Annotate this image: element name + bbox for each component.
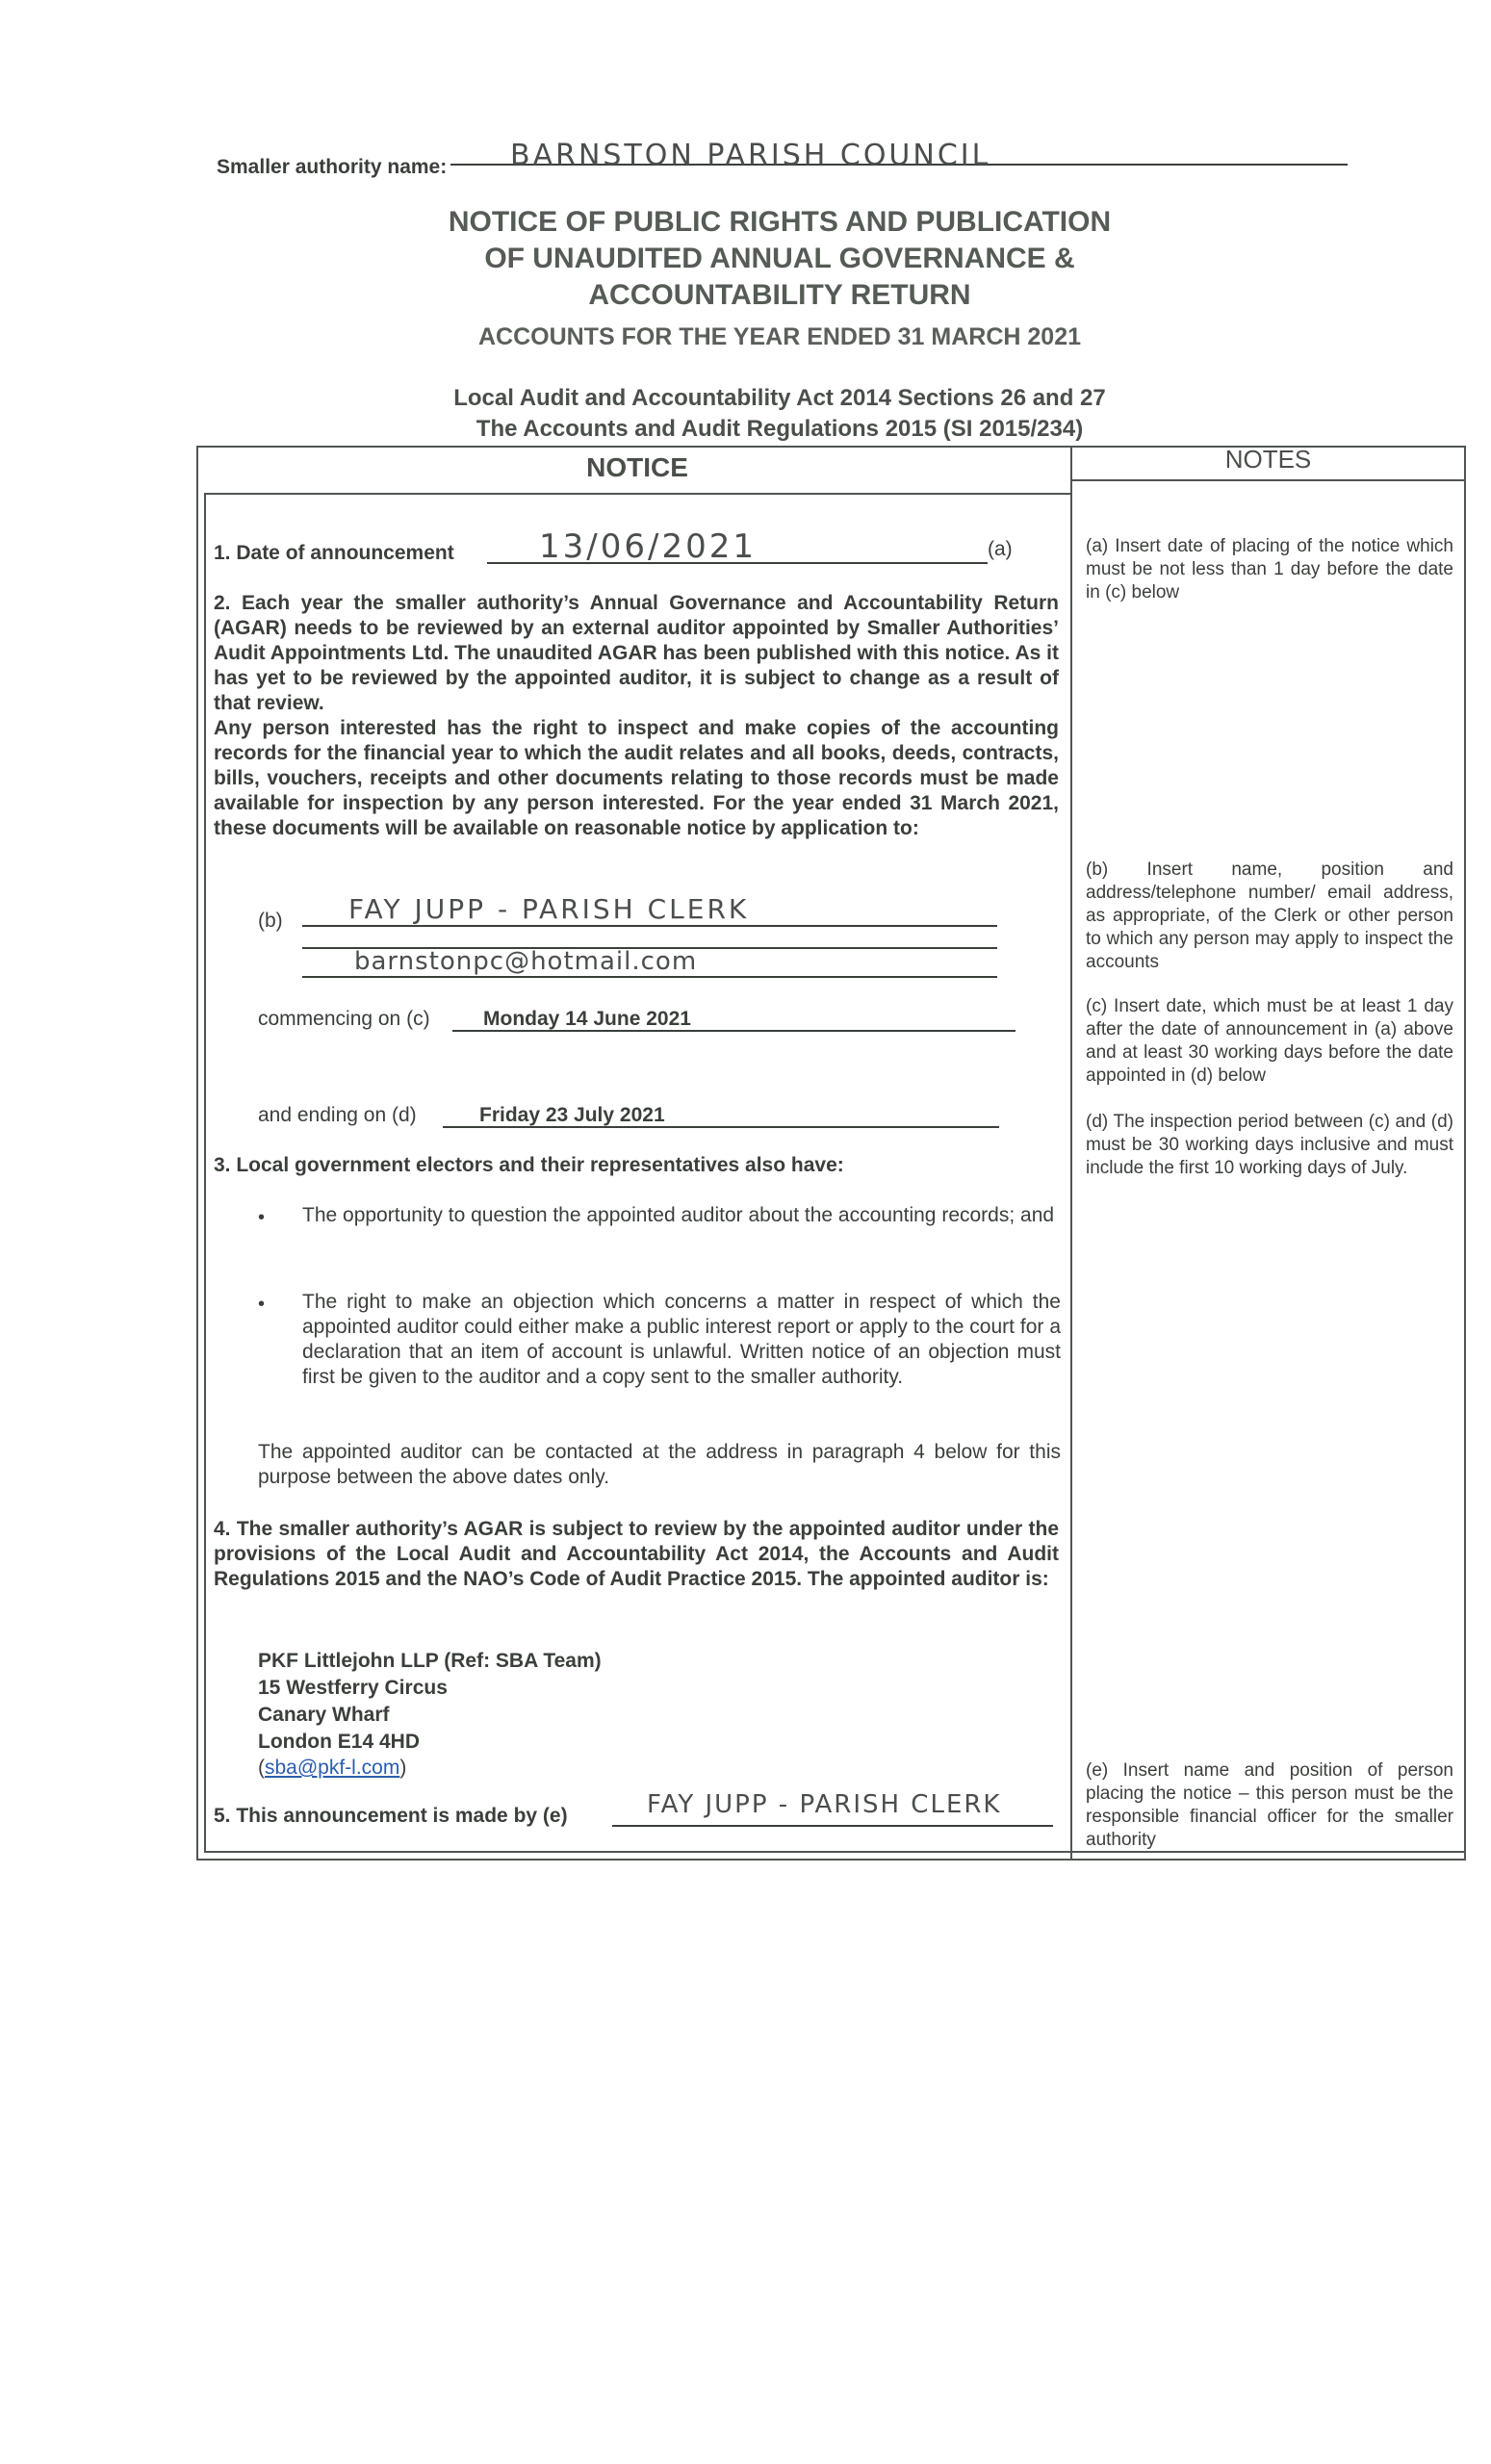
accounts-year-subtitle: ACCOUNTS FOR THE YEAR ENDED 31 MARCH 2021 bbox=[477, 323, 1082, 350]
contact-name: FAY JUPP - PARISH CLERK bbox=[348, 893, 750, 925]
title-line-1: NOTICE OF PUBLIC RIGHTS AND PUBLICATION bbox=[448, 206, 1112, 238]
auditor-address bbox=[258, 1648, 602, 1756]
contact-line-3 bbox=[302, 976, 997, 978]
contact-email: barnstonpc@hotmail.com bbox=[354, 947, 698, 976]
announcement-made-by-value: FAY JUPP - PARISH CLERK bbox=[647, 1790, 1002, 1819]
note-a: (a) Insert date of placing of the notice which must be not less than 1 day before the date in (c) below bbox=[1086, 536, 1453, 603]
marker-a: (a) bbox=[988, 538, 1013, 560]
authority-name-value: BARNSTON PARISH COUNCIL bbox=[510, 139, 991, 172]
title-line-2: OF UNAUDITED ANNUAL GOVERNANCE & bbox=[484, 243, 1075, 274]
item2-paragraph: 2. Each year the smaller authority’s Annual Governance and Accountability Return (AGAR) needs to be reviewed by an external auditor appointed by Smaller Authorities’ Audit Appointments Ltd. The unaudited AGAR has been published with this notice. As it has yet to be reviewed by the appointed auditor, it is subject to change as a result of that review. bbox=[214, 592, 1059, 714]
title-line-3: ACCOUNTABILITY RETURN bbox=[588, 279, 971, 311]
note-b: (b) Insert name, position and address/telephone number/ email address, as appropriate, of the Clerk or other person to which any person may apply to inspect the accounts bbox=[1086, 860, 1453, 972]
act-line-2: The Accounts and Audit Regulations 2015 (SI 2015/234) bbox=[476, 416, 1084, 442]
auditor-street: 15 Westferry Circus bbox=[258, 1677, 448, 1699]
legislation-reference bbox=[318, 383, 1242, 445]
auditor-city-postcode: London E14 4HD bbox=[258, 1731, 421, 1753]
announcement-made-by-label: 5. This announcement is made by (e) bbox=[214, 1805, 568, 1827]
item4-paragraph: 4. The smaller authority’s AGAR is subject to review by the appointed auditor under the provisions of the Local Audit and Accountability Act 2014, the Accounts and Audit Regulations 2015 and the NAO’s Code of Audit Practice 2015. The appointed auditor is: bbox=[214, 1518, 1059, 1590]
bullet-question-auditor: The opportunity to question the appointed auditor about the accounting records; and bbox=[302, 1204, 1055, 1226]
commencing-date: Monday 14 June 2021 bbox=[483, 1008, 691, 1030]
auditor-area: Canary Wharf bbox=[258, 1704, 390, 1726]
item2-rights-paragraph: Any person interested has the right to inspect and make copies of the accounting records for the financial year to which the audit relates and all books, deeds, contracts, bills, vouchers, receipts and other documents relating to those records must be made available for inspection by any person interested. For the year ended 31 March 2021, these documents will be available on reasonable notice by application to: bbox=[214, 717, 1059, 839]
bullet-dot-2: • bbox=[258, 1294, 266, 1315]
date-of-announcement-value: 13/06/2021 bbox=[539, 527, 757, 566]
authority-name-label: Smaller authority name: bbox=[217, 156, 448, 178]
commencing-label: commencing on (c) bbox=[258, 1008, 430, 1030]
auditor-contact-paragraph: The appointed auditor can be contacted at the address in paragraph 4 below for this purpose between the above dates only. bbox=[258, 1441, 1061, 1488]
auditor-name: PKF Littlejohn LLP (Ref: SBA Team) bbox=[258, 1650, 602, 1672]
note-d: (d) The inspection period between (c) and (d) must be 30 working days inclusive and must include the first 10 working days of July. bbox=[1086, 1112, 1453, 1178]
auditor-email-link[interactable]: sba@pkf-l.com bbox=[265, 1757, 400, 1779]
ending-date: Friday 23 July 2021 bbox=[479, 1104, 665, 1126]
note-c: (c) Insert date, which must be at least 1 day after the date of announcement in (a) above and at least 30 working days before the date appointed in (d) below bbox=[1086, 996, 1453, 1086]
note-e: (e) Insert name and position of person placing the notice – this person must be the responsible financial officer for the smaller authority bbox=[1086, 1760, 1453, 1850]
notes-column-heading: NOTES bbox=[1224, 445, 1312, 474]
auditor-email-row: (sba@pkf-l.com) bbox=[258, 1757, 407, 1779]
notice-title bbox=[366, 204, 1194, 314]
notice-column-heading: NOTICE bbox=[586, 452, 688, 482]
announcement-made-by-line bbox=[612, 1825, 1053, 1827]
bullet-dot-1: • bbox=[258, 1207, 266, 1228]
item3-heading: 3. Local government electors and their representatives also have: bbox=[214, 1154, 844, 1176]
bullet-objection: The right to make an objection which concerns a matter in respect of which the appointed auditor could either make a public interest report or apply to the court for a declaration that an item of account is unlawful. Written notice of an objection must first be given to the auditor and a copy sent to the smaller authority. bbox=[302, 1291, 1061, 1388]
ending-label: and ending on (d) bbox=[258, 1104, 417, 1126]
marker-b: (b) bbox=[258, 910, 283, 932]
contact-line-1 bbox=[302, 925, 997, 927]
authority-name-row bbox=[217, 139, 1348, 183]
date-of-announcement-label: 1. Date of announcement bbox=[214, 542, 454, 564]
act-line-1: Local Audit and Accountability Act 2014 Sections 26 and 27 bbox=[453, 385, 1106, 411]
